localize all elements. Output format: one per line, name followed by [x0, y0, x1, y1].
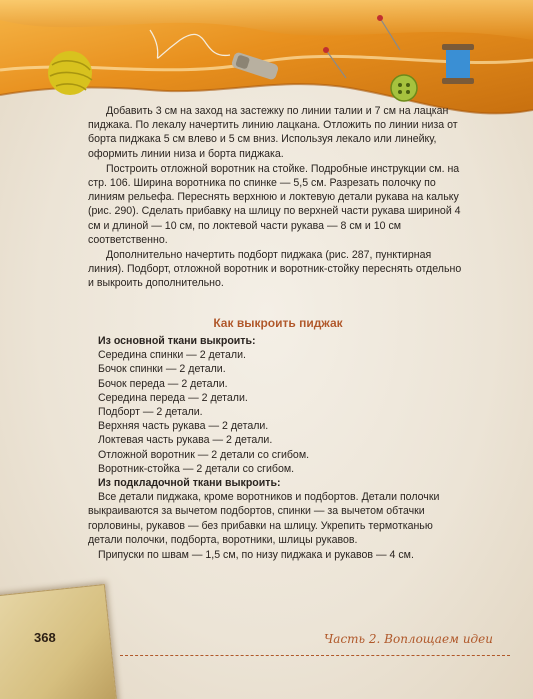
running-footer: Часть 2. Воплощаем идеи [324, 632, 493, 646]
list-item: Верхняя часть рукава — 2 детали. [98, 420, 269, 433]
main-fabric-heading: Из основной ткани выкроить: [98, 335, 256, 347]
list-item: Воротник-стойка — 2 детали со сгибом. [98, 462, 295, 475]
footer-divider [120, 655, 510, 657]
list-item: Бочок переда — 2 детали. [98, 377, 228, 390]
lining-heading: Из подкладочной ткани выкроить: [98, 477, 281, 490]
list-item: Середина переда — 2 детали. [98, 391, 248, 404]
body-text [88, 104, 468, 291]
cutting-list [88, 334, 468, 562]
button-icon [391, 75, 417, 101]
paragraph: Дополнительно начертить подборт пиджака (рис. 287, пунктирная линия). Подборт, отложной воротник и воротник-стойку переснять отдельно и выкроить дополнительно. [88, 249, 462, 290]
page-number: 368 [34, 630, 56, 645]
lining-paragraph: Все детали пиджака, кроме воротников и подбортов. Детали полочки выкраиваются за вычетом подбортов, спинки — за вычетом обтачки горловины, рукавов — без прибавки на шлицу. Укрепить термотканью детали полочки, подборта, воротники, шлицы рукавов. [88, 491, 440, 546]
yarn-ball-icon [48, 51, 92, 95]
list-item: Отложной воротник — 2 детали со сгибом. [98, 448, 310, 461]
section-title: Как выкроить пиджак [213, 316, 343, 330]
list-item: Бочок спинки — 2 детали. [98, 363, 226, 376]
list-item: Подборт — 2 детали. [98, 406, 203, 419]
thread-spool-icon [442, 44, 474, 84]
paragraph: Построить отложной воротник на стойке. Подробные инструкции см. на стр. 106. Ширина воротника по спинке — 5,5 см. Разрезать полочку по линиям рельефа. Переснять верхнюю и локтевую детали рукава на кальку (рис. 290). Сделать прибавку на шлицу по верхней части рукава шириной 4 см и длиной — 10 см, по локтевой части рукава — 8 см и 10 см соответственно. [88, 162, 461, 246]
list-item: Середина спинки — 2 детали. [98, 349, 246, 362]
list-item: Локтевая часть рукава — 2 детали. [98, 434, 273, 447]
decorative-paper [0, 584, 119, 699]
paragraph: Добавить 3 см на заход на застежку по линии талии и 7 см на лацкан пиджака. По лекалу начертить линию лацкана. Отложить по линии низа от борта пиджака 5 см влево и 5 см вниз. Используя лекало или линейку, оформить линии низа и борта пиджака. [88, 105, 458, 160]
allowance-paragraph: Припуски по швам — 1,5 см, по низу пиджака и рукавов — 4 см. [98, 549, 414, 562]
